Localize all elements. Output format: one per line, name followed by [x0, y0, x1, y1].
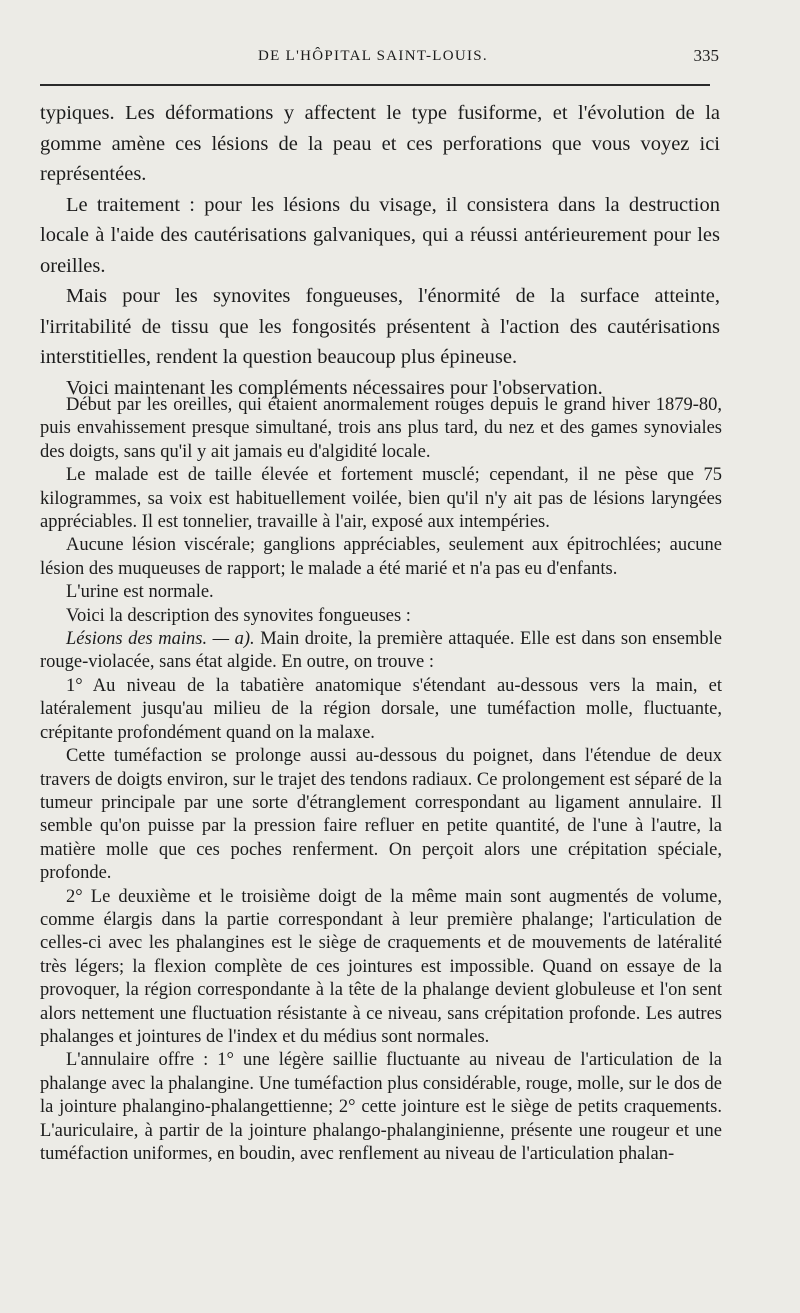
- observation-paragraph: Cette tuméfaction se prolonge aussi au-dessous du poignet, dans l'étendue de deux travers de doigts environ, sur le trajet des tendons radiaux. Ce prolongement est séparé de la tumeur principale par une sorte d'étranglement correspondant au ligament annulaire. Il semble qu'on puisse par la pression faire refluer en petite quantité, de l'une à l'autre, la matière molle que ces poches renferment. On perçoit alors une crépitation spéciale, profonde.: [40, 746, 722, 884]
- observation-paragraph: Début par les oreilles, qui étaient anormalement rouges depuis le grand hiver 1879-80, puis envahissement presque simultané, trois ans plus tard, du nez et des games synoviales des doigts, sans qu'il y ait jamais eu d'algidité locale.: [40, 395, 722, 462]
- paragraph-synovitis: Mais pour les synovites fongueuses, l'énormité de la surface atteinte, l'irritabilité de tissu que les fongosités présentent à l'action des cautérisations interstitielles, rendent la question beaucoup plus épineuse.: [40, 285, 720, 368]
- observation-paragraph: Aucune lésion viscérale; ganglions appréciables, seulement aux épitrochlées; aucune lésion des muqueuses de rapport; le malade a été marié et n'a pas eu d'enfants.: [40, 535, 722, 579]
- observation-paragraph: Voici la description des synovites fongueuses :: [66, 605, 411, 626]
- observation-paragraph: L'urine est normale.: [66, 582, 214, 603]
- observation-paragraph: L'annulaire offre : 1° une légère saillie fluctuante au niveau de l'articulation de la phalange avec la phalangine. Une tuméfaction plus considérable, rouge, molle, sur le dos de la jointure phalangino-phalangettienne; 2° cette jointure est le siège de petits craquements. L'auriculaire, à partir de la jointure phalango-phalanginienne, présente une rougeur et une tuméfaction uniformes, en boudin, avec renflement au niveau de l'articulation phalan-: [40, 1050, 722, 1164]
- page-number: 335: [693, 46, 719, 65]
- main-text: [40, 98, 720, 403]
- header-rule: [40, 84, 710, 86]
- section-text: Main droite, la première attaquée. Elle est dans son ensemble rouge-violacée, sans état algide. En outre, on trouve :: [40, 629, 722, 673]
- observation-paragraph: Le malade est de taille élevée et fortement musclé; cependant, il ne pèse que 75 kilogrammes, sa voix est habituellement voilée, bien qu'il n'y ait pas de lésions laryngées appréciables. Il est tonnelier, travaille à l'air, exposé aux intempéries.: [40, 465, 722, 533]
- paragraph-continuation: typiques. Les déformations y affectent le type fusiforme, et l'évolution de la gomme amène ces lésions de la peau et ces perforations que vous voyez ici représentées.: [40, 102, 720, 185]
- observation-text: [40, 394, 722, 1166]
- section-heading-italic: Lésions des mains. — a).: [66, 629, 255, 650]
- page-header: [40, 46, 719, 78]
- observation-paragraph: 1° Au niveau de la tabatière anatomique s'étendant au-dessous vers la main, et latéralement jusqu'au milieu de la région dorsale, une tuméfaction molle, fluctuante, crépitante profondément quand on la malaxe.: [40, 675, 722, 743]
- paragraph-treatment: Le traitement : pour les lésions du visage, il consistera dans la destruction locale à l'aide des cautérisations galvaniques, qui a réussi antérieurement pour les oreilles.: [40, 193, 720, 277]
- paragraph-complements: Voici maintenant les compléments nécessaires pour l'observation.: [66, 376, 603, 399]
- observation-paragraph-hands: [40, 628, 722, 675]
- running-head: DE L'HÔPITAL SAINT-LOUIS.: [258, 48, 488, 64]
- observation-paragraph: 2° Le deuxième et le troisième doigt de la même main sont augmentés de volume, comme élargis dans la partie correspondant à leur première phalange; l'articulation de celles-ci avec les phalangines est le siège de craquements et de mouvements de latéralité très légers; la flexion complète de ces jointures est impossible. Quand on essaye de la provoquer, la région correspondante à la tête de la phalange devient globuleuse et l'on sent alors nettement une fluctuation résistante à ce niveau, sans crépitation profonde. Les autres phalanges et jointures de l'index et du médius sont normales.: [40, 886, 722, 1047]
